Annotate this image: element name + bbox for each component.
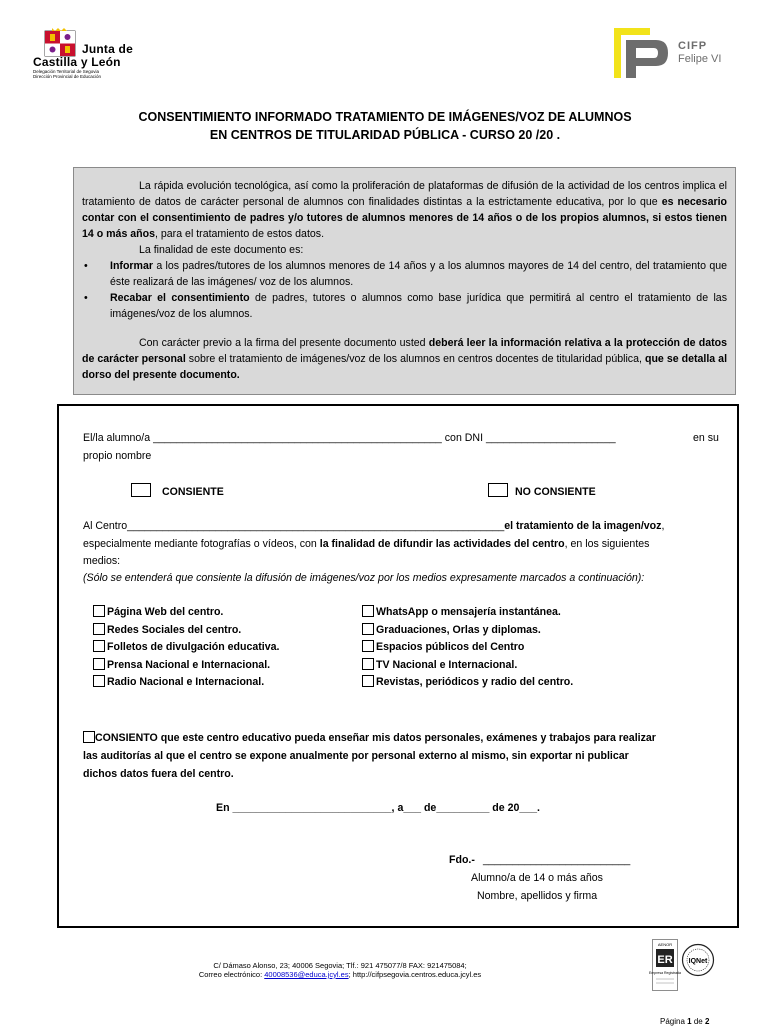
info-bullet-informar: • Informar a los padres/tutores de los alumnos menores de 14 años y a los alumnos mayores de 14 del centro, del tratamiento que éste realizará de las imágenes/ voz de los alumnos. xyxy=(110,258,727,290)
info-paragraph-2: La finalidad de este documento es: xyxy=(139,244,304,256)
checkbox[interactable] xyxy=(93,675,105,687)
cifp-logo xyxy=(612,26,722,82)
media-options-left xyxy=(93,604,279,692)
email-link[interactable]: 40008536@educa.jcyl.es xyxy=(264,970,349,979)
info-bullet-recabar: • Recabar el consentimiento de padres, tutores o alumnos como base jurídica que permitirá al centro el tratamiento de las imágenes/voz de los alumnos. xyxy=(110,290,727,322)
audit-consent-line-1: CONSIENTO que este centro educativo pueda enseñar mis datos personales, exámenes y trabajos para realizar xyxy=(83,730,656,746)
signature-caption-2: Nombre, apellidos y firma xyxy=(477,890,598,902)
info-paragraph-1: La rápida evolución tecnológica, así como la proliferación de plataformas de difusión de la actividad de los centros implica el tratamiento de datos de carácter personal de alumnos con finalidades distintas a la estrictamente educativa, por lo que es necesario contar con el consentimiento de padres y/o tutores de alumnos menores de 14 años o de los propios alumnos, si estos tienen 14 o más años, para el tratamiento de estos datos. xyxy=(82,180,728,240)
cifp-subtext: Felipe VI xyxy=(678,53,722,65)
media-option[interactable]: Página Web del centro. xyxy=(93,604,279,622)
cifp-mark-icon xyxy=(612,26,670,80)
iqnet-certification-icon xyxy=(681,943,715,977)
media-option[interactable]: Prensa Nacional e Internacional. xyxy=(93,657,279,675)
cifp-text: CIFP xyxy=(678,40,708,52)
dni-field[interactable]: ______________________ xyxy=(485,432,616,444)
student-line: El/la alumno/a _________________________________________________ con DNI ______________________ xyxy=(83,432,616,444)
logo-text-castilla: Castilla y León xyxy=(33,55,121,69)
student-name-field[interactable]: _________________________________________________ xyxy=(153,432,442,444)
media-options-right xyxy=(362,604,573,692)
iqnet-label: IQNet xyxy=(688,958,708,965)
title-line-2: EN CENTROS DE TITULARIDAD PÚBLICA - CURSO 20 /20 . xyxy=(209,128,561,142)
signature-caption-1: Alumno/a de 14 o más años xyxy=(471,872,603,884)
signature-field[interactable]: _________________________ xyxy=(483,854,631,866)
audit-consent-checkbox[interactable] xyxy=(83,731,95,743)
audit-consent-line-3: dichos datos fuera del centro. xyxy=(83,768,234,780)
aenor-caption: Empresa Registrada xyxy=(649,971,681,975)
info-bullet-list xyxy=(82,258,727,322)
place-date-field[interactable]: En ___________________________, a___ de_________ de 20___. xyxy=(216,802,540,814)
media-option[interactable]: Folletos de divulgación educativa. xyxy=(93,639,279,657)
aenor-mark: ER xyxy=(657,954,673,966)
information-box xyxy=(73,167,736,395)
checkbox[interactable] xyxy=(93,640,105,652)
media-label: medios: xyxy=(83,555,121,567)
no-consent-checkbox[interactable] xyxy=(488,483,508,497)
own-name-text-a: en su xyxy=(693,432,719,444)
media-option[interactable]: WhatsApp o mensajería instantánea. xyxy=(362,604,573,622)
audit-consent-line-2: las auditorías al que el centro se expone anualmente por personal externo al mismo, sin exportar ni publicar xyxy=(83,750,629,762)
purpose-line: especialmente mediante fotografías o vídeos, con la finalidad de difundir las actividades del centro, en los siguientes xyxy=(83,538,650,550)
logo-text-junta: Junta de xyxy=(82,42,133,56)
footer-address: C/ Dámaso Alonso, 23; 40006 Segovia; Tlf.: 921 475077/8 FAX: 921475084; Correo electrónico: 40008536@educa.jcyl.es; http://cifpsegovia.centros.educa.jcyl.es xyxy=(198,961,482,979)
media-option[interactable]: TV Nacional e Internacional. xyxy=(362,657,573,675)
consent-form xyxy=(57,404,739,928)
media-option[interactable]: Revistas, periódicos y radio del centro. xyxy=(362,674,573,692)
page-number: Página 1 de 2 xyxy=(660,1017,710,1026)
centre-name-field[interactable]: ________________________________________________________________ xyxy=(127,520,505,532)
centre-line: Al Centro________________________________________________________________el tratamiento de la imagen/voz, xyxy=(83,520,665,532)
logo-text-delegacion: Delegación Territorial de Segovia Dirección Provincial de Educación xyxy=(33,69,102,79)
media-note: (Sólo se entenderá que consiente la difusión de imágenes/voz por los medios expresamente marcados a continuación): xyxy=(83,572,645,584)
checkbox[interactable] xyxy=(362,605,374,617)
consent-checkbox[interactable] xyxy=(131,483,151,497)
checkbox[interactable] xyxy=(93,605,105,617)
checkbox[interactable] xyxy=(362,675,374,687)
aenor-label: AENOR xyxy=(657,942,673,947)
checkbox[interactable] xyxy=(93,658,105,670)
document-title xyxy=(60,108,710,144)
aenor-certification-icon xyxy=(649,939,681,991)
media-option[interactable]: Radio Nacional e Internacional. xyxy=(93,674,279,692)
info-paragraph-3: Con carácter previo a la firma del presente documento usted deberá leer la información relativa a la protección de datos de carácter personal sobre el tratamiento de imágenes/voz de los alumnos en centros docentes de titularidad pública, que se detalla al dorso del presente documento. xyxy=(82,337,728,381)
checkbox[interactable] xyxy=(362,623,374,635)
no-consent-label: NO CONSIENTE xyxy=(515,486,596,498)
media-option[interactable]: Redes Sociales del centro. xyxy=(93,622,279,640)
consent-label: CONSIENTE xyxy=(162,486,224,498)
coat-of-arms-icon xyxy=(42,28,78,58)
media-option[interactable]: Espacios públicos del Centro xyxy=(362,639,573,657)
own-name-text-b: propio nombre xyxy=(83,450,152,462)
signature-label: Fdo.- xyxy=(449,854,475,866)
title-line-1: CONSENTIMIENTO INFORMADO TRATAMIENTO DE IMÁGENES/VOZ DE ALUMNOS xyxy=(138,110,632,124)
checkbox[interactable] xyxy=(362,640,374,652)
junta-castilla-leon-logo xyxy=(30,28,160,80)
checkbox[interactable] xyxy=(362,658,374,670)
media-option[interactable]: Graduaciones, Orlas y diplomas. xyxy=(362,622,573,640)
checkbox[interactable] xyxy=(93,623,105,635)
